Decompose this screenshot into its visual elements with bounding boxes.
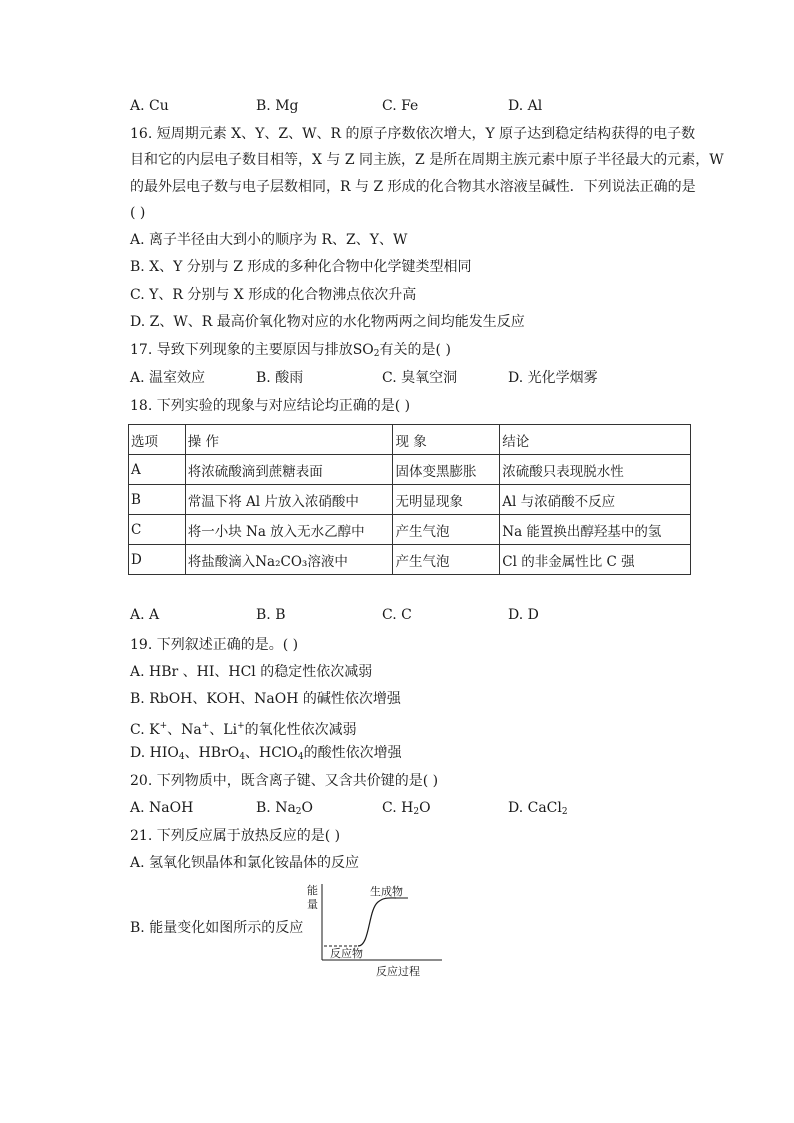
q18-option-d: D. D	[508, 607, 539, 623]
q19-d-mid: 、HClO	[244, 745, 298, 761]
q19-d-sub: 4	[178, 752, 185, 762]
table-row	[129, 485, 691, 515]
q20-option-d	[508, 798, 568, 822]
table-cell: Al 与浓硝酸不反应	[500, 485, 691, 515]
q16-option-a: A. 离子半径由大到小的顺序为 R、Z、Y、W	[130, 232, 408, 248]
q15-option-c: C. Fe	[382, 98, 419, 114]
q16-option-b: B. X、Y 分别与 Z 形成的多种化合物中化学键类型相同	[130, 259, 472, 275]
table-cell: C	[129, 515, 186, 545]
q17-option-c: C. 臭氧空洞	[382, 370, 458, 386]
q17-stem-sub: 2	[373, 349, 380, 359]
q16-stem-line-3: 的最外层电子数与电子层数相同，R 与 Z 形成的化合物其水溶液呈碱性．下列说法正确的是	[130, 179, 696, 195]
table-cell: A	[129, 455, 186, 485]
table-cell: B	[129, 485, 186, 515]
q20-b-pre: B. Na	[256, 800, 296, 816]
table-row	[129, 455, 691, 485]
q20-b-sub: 2	[295, 807, 302, 817]
q18-table	[128, 424, 691, 575]
table-header-row	[129, 425, 691, 455]
q17-option-a: A. 温室效应	[130, 370, 206, 386]
energy-curve	[358, 898, 396, 946]
reactant-label: 反应物	[330, 947, 363, 960]
table-cell: 产生气泡	[393, 515, 500, 545]
q19-c-sup: +	[159, 721, 168, 731]
q19-option-a: A. HBr 、HI、HCl 的稳定性依次减弱	[130, 664, 373, 680]
q17-stem	[130, 340, 451, 364]
table-cell: 将一小块 Na 放入无水乙醇中	[185, 515, 393, 545]
table-cell: 将盐酸滴入Na₂CO₃溶液中	[185, 545, 393, 575]
q19-c-sup: +	[201, 721, 210, 731]
table-cell: Cl 的非金属性比 C 强	[500, 545, 691, 575]
table-header-cell: 选项	[129, 425, 186, 455]
q18-option-c: C. C	[382, 607, 412, 623]
q20-c-post: O	[419, 800, 431, 816]
q20-b-post: O	[301, 800, 314, 816]
table-header-cell: 操 作	[185, 425, 393, 455]
q19-option-d	[130, 743, 402, 767]
q19-d-suffix: 的酸性依次增强	[303, 745, 402, 761]
table-cell: 固体变黑膨胀	[393, 455, 500, 485]
q18-option-a: A. A	[130, 607, 160, 623]
q21-stem: 21. 下列反应属于放热反应的是( )	[130, 828, 341, 844]
table-header-cell: 结论	[500, 425, 691, 455]
q18-option-b: B. B	[256, 607, 286, 623]
product-label: 生成物	[370, 885, 403, 898]
q20-option-a: A. NaOH	[130, 800, 194, 816]
q15-option-b: B. Mg	[256, 98, 299, 114]
q20-d-sub: 2	[561, 807, 568, 817]
q19-c-mid: 、Li	[209, 722, 238, 738]
q20-c-pre: C. H	[382, 800, 414, 816]
energy-xlabel: 反应过程	[376, 965, 420, 978]
q17-option-b: B. 酸雨	[256, 370, 304, 386]
q16-stem-line-2: 目和它的内层电子数目相等，X 与 Z 同主族，Z 是所在周期主族元素中原子半径最大的元素，W	[130, 152, 724, 168]
table-cell: 常温下将 Al 片放入浓硝酸中	[185, 485, 393, 515]
table-cell: D	[129, 545, 186, 575]
table-cell: Na 能置换出醇羟基中的氢	[500, 515, 691, 545]
q17-option-d: D. 光化学烟雾	[508, 370, 598, 386]
table-row	[129, 515, 691, 545]
q19-option-c	[130, 716, 357, 740]
table-cell: 无明显现象	[393, 485, 500, 515]
q19-c-prefix: C. K	[130, 722, 160, 738]
table-row	[129, 545, 691, 575]
q19-c-mid: 、Na	[167, 722, 202, 738]
energy-ylabel-1: 能	[307, 884, 318, 897]
q19-d-sub: 4	[239, 752, 245, 762]
q19-option-b: B. RbOH、KOH、NaOH 的碱性依次增强	[130, 691, 401, 707]
q19-d-sub: 4	[297, 752, 304, 762]
q18-stem: 18. 下列实验的现象与对应结论均正确的是( )	[130, 398, 411, 414]
table-cell: 产生气泡	[393, 545, 500, 575]
q20-c-sub: 2	[413, 807, 420, 817]
q20-option-c	[382, 798, 431, 822]
q16-stem-line-1: 16. 短周期元素 X、Y、Z、W、R 的原子序数依次增大，Y 原子达到稳定结构获得的电子数	[130, 126, 696, 142]
table-cell: 将浓硫酸滴到蔗糖表面	[185, 455, 393, 485]
q19-c-suffix: 的氧化性依次减弱	[244, 722, 357, 738]
q15-option-a: A. Cu	[130, 98, 169, 114]
q17-stem-before: 17. 导致下列现象的主要原因与排放SO	[130, 342, 374, 358]
q17-stem-after: 有关的是( )	[379, 342, 451, 358]
q16-stem-line-4: ( )	[130, 205, 146, 221]
q20-option-b	[256, 798, 313, 822]
q20-d-pre: D. CaCl	[508, 800, 562, 816]
q21-option-a: A. 氢氧化钡晶体和氯化铵晶体的反应	[130, 855, 360, 871]
q19-d-mid: 、HBrO	[184, 745, 240, 761]
table-header-cell: 现 象	[393, 425, 500, 455]
energy-ylabel-2: 量	[307, 898, 318, 911]
q21-option-b: B. 能量变化如图所示的反应	[130, 920, 304, 936]
q19-c-sup: +	[237, 721, 245, 731]
energy-diagram	[300, 880, 450, 978]
q16-option-d: D. Z、W、R 最高价氧化物对应的水化物两两之间均能发生反应	[130, 314, 525, 330]
q19-stem: 19. 下列叙述正确的是。( )	[130, 637, 299, 653]
table-cell: 浓硫酸只表现脱水性	[500, 455, 691, 485]
q15-option-d: D. Al	[508, 98, 543, 114]
q20-stem: 20. 下列物质中，既含离子键、又含共价键的是( )	[130, 773, 439, 789]
q16-option-c: C. Y、R 分别与 X 形成的化合物沸点依次升高	[130, 287, 417, 303]
q19-d-prefix: D. HIO	[130, 745, 179, 761]
